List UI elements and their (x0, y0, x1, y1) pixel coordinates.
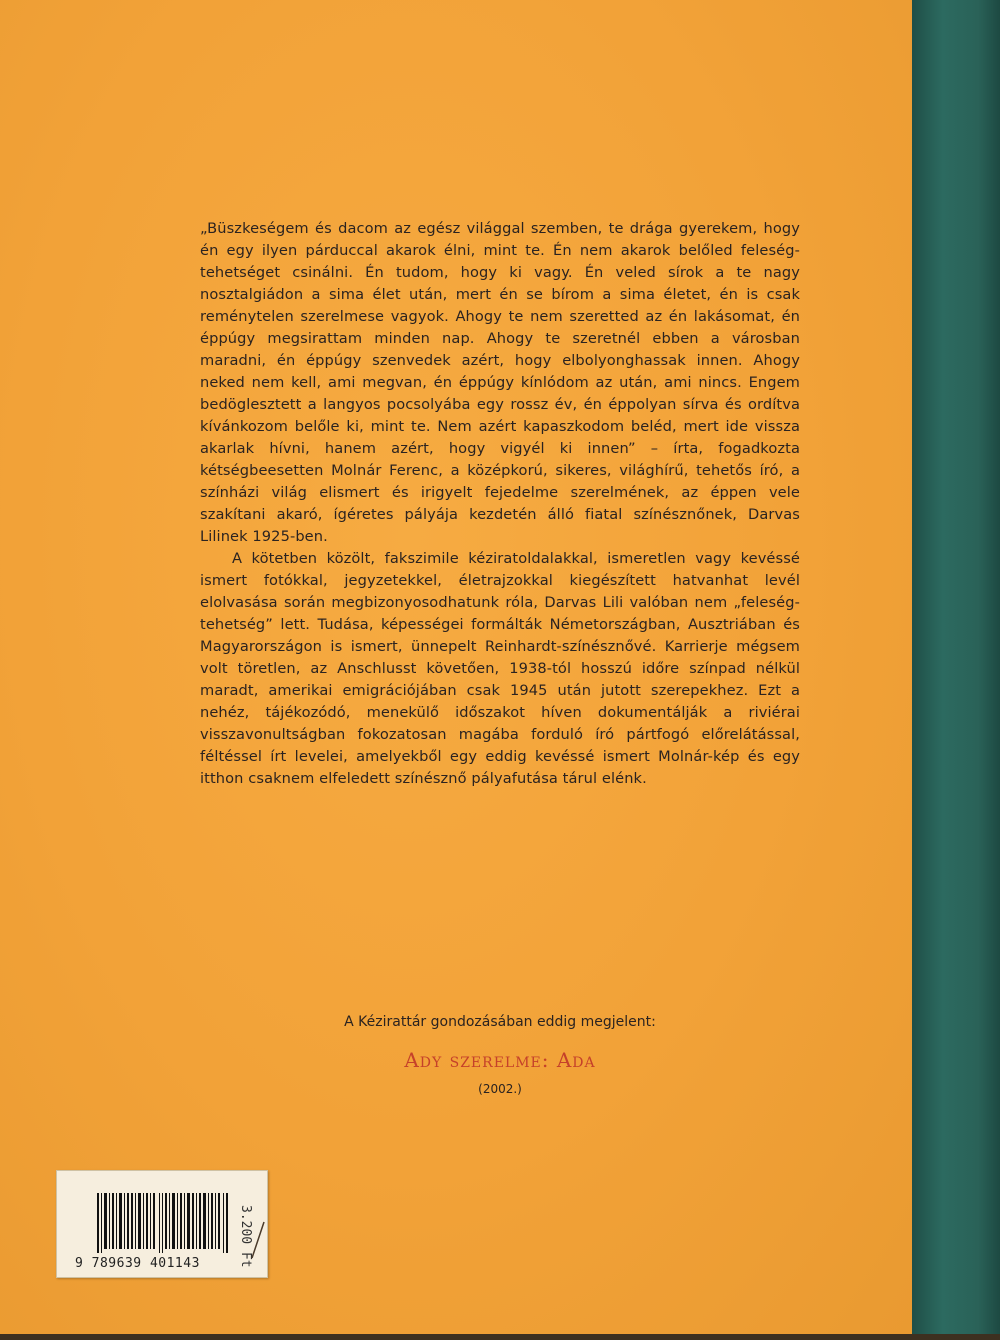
isbn-number: 9 789639 401143 (75, 1256, 200, 1271)
barcode-icon (97, 1193, 229, 1253)
cover-bottom-edge (0, 1334, 1000, 1340)
blurb-paragraph-quote: „Büszkeségem és dacom az egész világgal szemben, te drága gyerekem, hogy én egy ilyen párduccal akarok élni, mint te. Én nem akarok belőled feleség-tehetséget csinálni. Én tudom, hogy ki vagy. Én veled sírok a te nagy nosztalgiádon a sima élet után, mert én se bírom a sima életet, én is csak reménytelen szerelmese vagyok. Ahogy te nem szeretted az én lakásomat, én éppúgy megsirattam minden nap. Ahogy te szeretnél ebben a városban maradni, én éppúgy szenvedek azért, hogy elbolyonghassak innen. Ahogy neked nem kell, ami megvan, én éppúgy kínlódom az után, ami nincs. Engem bedöglesztett a langyos pocsolyába egy rossz év, én éppolyan sírva és ordítva kívánkozom belőle ki, mint te. Nem azért kapaszkodom beléd, mert ide vissza akarlak hívni, hanem azért, hogy vigyél ki innen” – írta, fogadkozta kétségbeesetten Molnár Ferenc, a középkorú, sikeres, világhírű, tehetős író, a színházi világ elismert és irigyelt fejedelme szerelmének, az éppen vele szakítani akaró, ígéretes pályája kezdetén álló fiatal színésznőnek, Darvas Lilinek 1925-ben. (200, 220, 800, 545)
blurb-text (200, 218, 800, 790)
price-label: 3.200 Ft (238, 1205, 253, 1268)
series-year: (2002.) (478, 1082, 522, 1096)
series-title: Ady szerelme: Ada (404, 1048, 596, 1072)
series-heading: A Kézirattár gondozásában eddig megjelent: (344, 1014, 656, 1030)
blurb-paragraph-description: A kötetben közölt, fakszimile kéziratoldalakkal, ismeretlen vagy kevéssé ismert fotókkal, jegyzetekkel, életrajzokkal kiegészített hatvanhat levél elolvasása során megbizonyosodhatunk róla, Darvas Lili valóban nem „feleség-tehetség” lett. Tudása, képességei formálták Németországban, Ausztriában és Magyarországon is ismert, ünnepelt Reinhardt-színésznővé. Karrierje mégsem volt töretlen, az Anschlusst követően, 1938-tól hosszú időre színpad nélkül maradt, amerikai emigrációjában csak 1945 után jutott szerepekhez. Ezt a nehéz, tájékozódó, menekülő időszakot híven dokumentálják a riviérai visszavonultságban fokozatosan magába forduló író pártfogó előrelátással, féltéssel írt levelei, amelyekből egy eddig kevéssé ismert Molnár-kép és egy itthon csaknem elfeledett színésznő pályafutása tárul elénk. (200, 550, 800, 787)
green-spine-band (912, 0, 1000, 1334)
barcode-sticker (56, 1170, 268, 1278)
series-info (300, 1012, 700, 1098)
slash-mark-icon (248, 1220, 268, 1260)
